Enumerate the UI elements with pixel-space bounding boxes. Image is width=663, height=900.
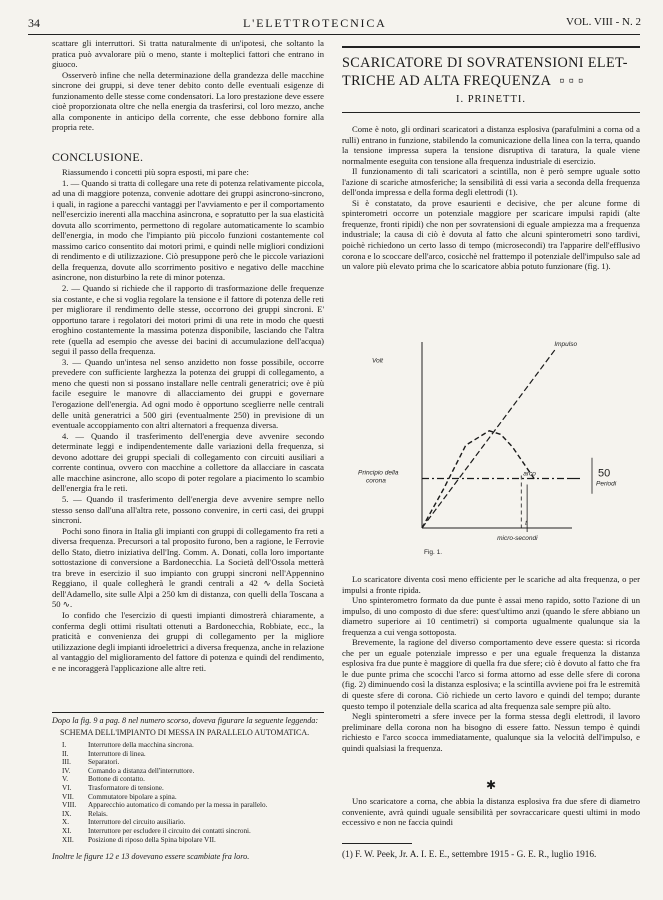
article-author: I. PRINETTI. — [455, 94, 527, 105]
list-item: VI. Trasformatore di tensione. — [62, 783, 164, 792]
list-item: XII. Posizione di riposo della Spina bipolare VII. — [62, 835, 216, 844]
list-item: VII. Commutatore bipolare a spina. — [62, 792, 177, 801]
article-footnote: (1) F. W. Peek, Jr. A. I. E. E., settembre 1915 - G. E. R., luglio 1916. — [342, 850, 597, 860]
footnote-intro: Dopo la fig. 9 a pag. 8 nel numero scorso, doveva figurare la seguente leggenda: — [52, 716, 319, 725]
list-item: V. Bottone di contatto. — [62, 775, 145, 784]
paragraph: Io confido che l'esercizio di questi impianti dimostrerà chiaramente, a conferma degli ottimi risultati ottenuti a Bardonecchia, Robbiate, ecc., la praticità e convenienza dei gruppi di collegamento per la migliore utilizzazione degli impianti idroelettrici a diversa frequenza, anche in relazione al vantaggio del miglioramento del fattore di potenza e quindi del rendimento, e ne incoraggerà l'applicazione alle altre reti. — [52, 609, 325, 673]
article-body-bottom — [342, 574, 640, 753]
title-line-1: SCARICATORE DI SOVRATENSIONI ELET- — [342, 55, 628, 71]
figure-caption: Fig. 1. — [424, 549, 443, 556]
paragraph: Uno scaricatore a corna, che abbia la distanza esplosiva fra due sfere di diametro conveniente, avrà quindi uguale sensibilità per sovraccaricare questi ultimi in modo eccessivo e non ne faccia quindi — [342, 796, 640, 828]
paragraph: scattare gli interruttori. Si tratta naturalmente di un'ipotesi, che soltanto la pratica può avvalorare più o meno, stante i molteplici fattori che entrano in giuoco. — [52, 38, 324, 70]
series-line-1 — [422, 431, 536, 528]
article-body-last — [342, 796, 640, 828]
annotation-t: t — [525, 520, 527, 527]
section-separator: ✱ — [485, 778, 497, 792]
list-item: X. Interruttore del circuito ausiliario. — [62, 818, 186, 827]
paragraph: Il funzionamento di tali scaricatori a scintilla, non è però sempre uguale sotto l'azione di scariche atmosferiche; la sensibilità di essi varia a seconda della frequenza dell'onda impressa e della forma degli elettrodi (1). — [342, 166, 640, 198]
list-item: IV. Comando a distanza dell'interruttore. — [62, 766, 195, 775]
paragraph: Pochi sono finora in Italia gli impianti con gruppi di collegamento fra reti a diversa frequenza. Precursori a tal proposito furono, ben a ragione, le Ferrovie dello Stato, dietro iniziativa dell'Ing. Comm. A. Donati, colla loro importante sottostazione di conversione a Bardonecchia. La Società dell'Ossola metterà tra breve in esercizio il suo impianto con gruppi sincroni nell'Appennino Reggiano, il quale collegherà le grandi centrali a 42 ∿ della Società dell'Adamello, site sulle Alpi a 250 km di distanza, con quelli della Toscana a 50 ∿. — [52, 525, 324, 610]
list-item: I. Interruttore della macchina sincrona. — [62, 741, 194, 749]
title-ornaments: ▫ ▫ ▫ — [559, 72, 584, 89]
article-body-top — [342, 124, 640, 272]
title-rule — [342, 46, 640, 48]
legend-title: SCHEMA DELL'IMPIANTO DI MESSA IN PARALLELO AUTOMATICA. — [60, 728, 310, 737]
paragraph: Riassumendo i concetti più sopra esposti, mi pare che: — [62, 167, 249, 177]
x-axis-label: micro-secondi — [497, 535, 538, 542]
paragraph: 5. — Quando il trasferimento dell'energia deve avvenire sempre nello stesso senso dall'una all'altra rete, possono convenire, in certi casi, dei gruppi sincroni. — [52, 493, 324, 526]
volume-label: VOL. VIII - N. 2 — [566, 16, 641, 28]
y-axis-label: Volt — [372, 357, 383, 365]
paragraph: Lo scaricatore diventa così meno efficiente per le scariche ad alta frequenza, o per impulsi a fronte ripida. — [342, 574, 640, 595]
page-number: 34 — [28, 16, 40, 30]
paragraph: Brevemente, la ragione del diverso comportamento deve essere questa: si ricorda che per un eguale potenziale impresso e per una eguale frequenza la distanza esplosiva fra due punte è maggiore di quella fra due sfere; ciò è dovuto al fatto che fra le due punte prima che scocchi l'arco si forma attorno ad esse delle sfere di corona (fig. 2) diminuendo così la distanza esplosiva; e la scintilla avviene poi fra le estremità di queste sfere di corona. Ciò richiede un certo lavoro e quindi del tempo; durante questo tempo il potenziale della scarica ad alta frequenza sale sempre più alto. — [342, 637, 640, 711]
article-title — [342, 55, 642, 90]
annotation-principio-1: Principio della — [358, 469, 399, 477]
list-item: IX. Relais. — [62, 809, 108, 818]
left-intro — [52, 38, 324, 133]
journal-title: L'ELETTROTECNICA — [243, 16, 387, 30]
title-line-2: TRICHE AD ALTA FREQUENZA — [342, 72, 552, 89]
annotation-impulso: Impulso — [554, 341, 578, 348]
paragraph: 4. — Quando il trasferimento dell'energia deve avvenire secondo determinate leggi e indipendentemente dalle variazioni della frequenza, si devono adottare dei gruppi speciali di collegamento con circuiti ausiliari a corrente continua, ovvero con macchine a collettore da allacciare in cascata alle macchine asincrone, allo scopo di poter regolare a piacimento lo scambio dell'energia fra le reti. — [52, 430, 324, 494]
list-item: III. Separatori. — [62, 758, 120, 767]
list-item: II. Interruttore di linea. — [62, 749, 146, 758]
conclusion-heading: CONCLUSIONE. — [52, 150, 144, 164]
paragraph: 1. — Quando si tratta di collegare una rete di potenza relativamente piccola, ad una di maggiore potenza, convenie adottare dei gruppi asincrono-sincrono, i quali, in ragione a parecchi vantaggi per l'avviamento e per il comportamento nell'esercizio inerenti alla macchina asincrona, e sopratutto per la sua elasticità dovuta allo scorrimento, permettono di regolare automaticamente lo scambio dell'energia, in modo che l'impianto più piccolo funzioni costantemente col massimo carico consentito dai motori primi, e quindi nelle migliori condizioni di rendimento e di utilizzazione. Ciò presuppone però che le piccole variazioni della frequenza, dovute allo scorrimento positivo e negativo delle macchine asincrone, non disturbino la rete di minor potenza. — [52, 177, 325, 283]
annotation-arco: arco — [523, 470, 536, 478]
paragraph: 3. — Quando un'intesa nel senso anzidetto non fosse possibile, occorre prevedere con sufficiente larghezza la potenza dei gruppi di collegamento, a meno che questi non si possano installare nelle centrali generatrici; ove è più facile eseguire le manovre di allacciamento dei gruppi e governare l'erogazione dell'energia. Ad ogni modo è opportuno sceglierre nelle centrali delle unità generatrici a 500 giri (eventualmente 250) in previsione di un eventuale accoppiamento con altri alternatori a frequenza diversa. — [52, 356, 324, 431]
paragraph: Negli spinterometri a sfere invece per la forma stessa degli elettrodi, il lavoro preliminare della corona non ha bisogno di essere fatto. Nessun tempo è quindi richiesto e l'arco scocca immediatamente, qualunque sia la velocità dell'impulso, e quindi qualsiasi la frequenza. — [342, 711, 640, 753]
header-rule — [28, 34, 640, 35]
annotation-periodi: Periodi — [596, 480, 617, 488]
series-line-0 — [422, 348, 556, 528]
list-item: VIII. Apparecchio automatico di comando per la messa in parallelo. — [62, 801, 268, 810]
author-rule — [342, 112, 640, 113]
paragraph: Uno spinterometro formato da due punte è assai meno rapido, sotto l'azione di un impulso, di uno composto di due sfere: quest'ultimo anzi (quando le sfere abbiano un diametro superiore ai 10 centimetri) si comporta ugualmente qualunque sia la frequenza a cui venga sottoposta. — [342, 595, 640, 637]
figure-1-chart — [342, 330, 640, 570]
paragraph: Osserverò infine che nella determinazione della grandezza delle macchine sincrone dei gruppi, si deve tener debito conto delle eventuali esigenze di funzionamento delle stesse come condensatori. La loro prestazione deve essere cioè proporzionata oltre che nella energia da trasferirsi, col loro mezzo, anche alla componente in anticipo della corrente, che esse debbono fornire alla propria rete. — [52, 69, 324, 133]
paragraph: Come è noto, gli ordinari scaricatori a distanza esplosiva (parafulmini a corna od a rulli) entrano in funzione, stabilendo la comunicazione della linea con la terra, quando la tensione impressa supera la tensione disruptiva di taratura, la quale viene normalmente eseguita con tensione alla frequenza industriale di esercizio. — [342, 124, 640, 166]
paragraph: 2. — Quando si richiede che il rapporto di trasformazione delle frequenze sia costante, e che si voglia regolare la tensione e il fattore di potenza delle reti per migliorare il rendimento delle stesse, occorrono dei gruppi sincroni. E' opportuno tarare i regolatori dei motori primi di una rete in modo che questi eroghino costantemente la massima potenza disponibile, lasciando che l'altra rete (quella ad esempio che avesse dei bacini di accumulazione dell'acqua) segui il passo della frequenza. — [52, 283, 324, 357]
annotation-principio-2: corona — [366, 477, 386, 485]
list-item: XI. Interruttore per escludere il circuito dei contatti sincroni. — [62, 826, 251, 835]
legend-list — [62, 741, 324, 844]
legend-rule — [52, 712, 324, 713]
paragraph: Si è constatato, da prove esaurienti e decisive, che per alcune forme di spinterometri occorre un potenziale maggiore per scaricare impulsi rapidi (alte frequenze, fronti ripidi) che non per sovratensioni di eguale ampiezza ma a frequenza industriale; la causa di ciò è dovuta al fatto che alcuni spinterometri sono tardivi, poichè richiedono un certo lasso di tempo (microsecondi) tra l'apparire dell'efflusivo corona e lo scoccare dell'arco, cosicchè nel frattempo il potenziale dell'impulso sale ad un valore più elevato prima che lo scaricatore abbia potuto funzionare (fig. 1). — [342, 197, 640, 272]
conclusion-body — [52, 167, 324, 673]
annotation-50: 50 — [598, 467, 611, 480]
footnote-outro: Inoltre le figure 12 e 13 dovevano essere scambiate fra loro. — [52, 852, 250, 861]
footnote-rule — [342, 843, 412, 844]
